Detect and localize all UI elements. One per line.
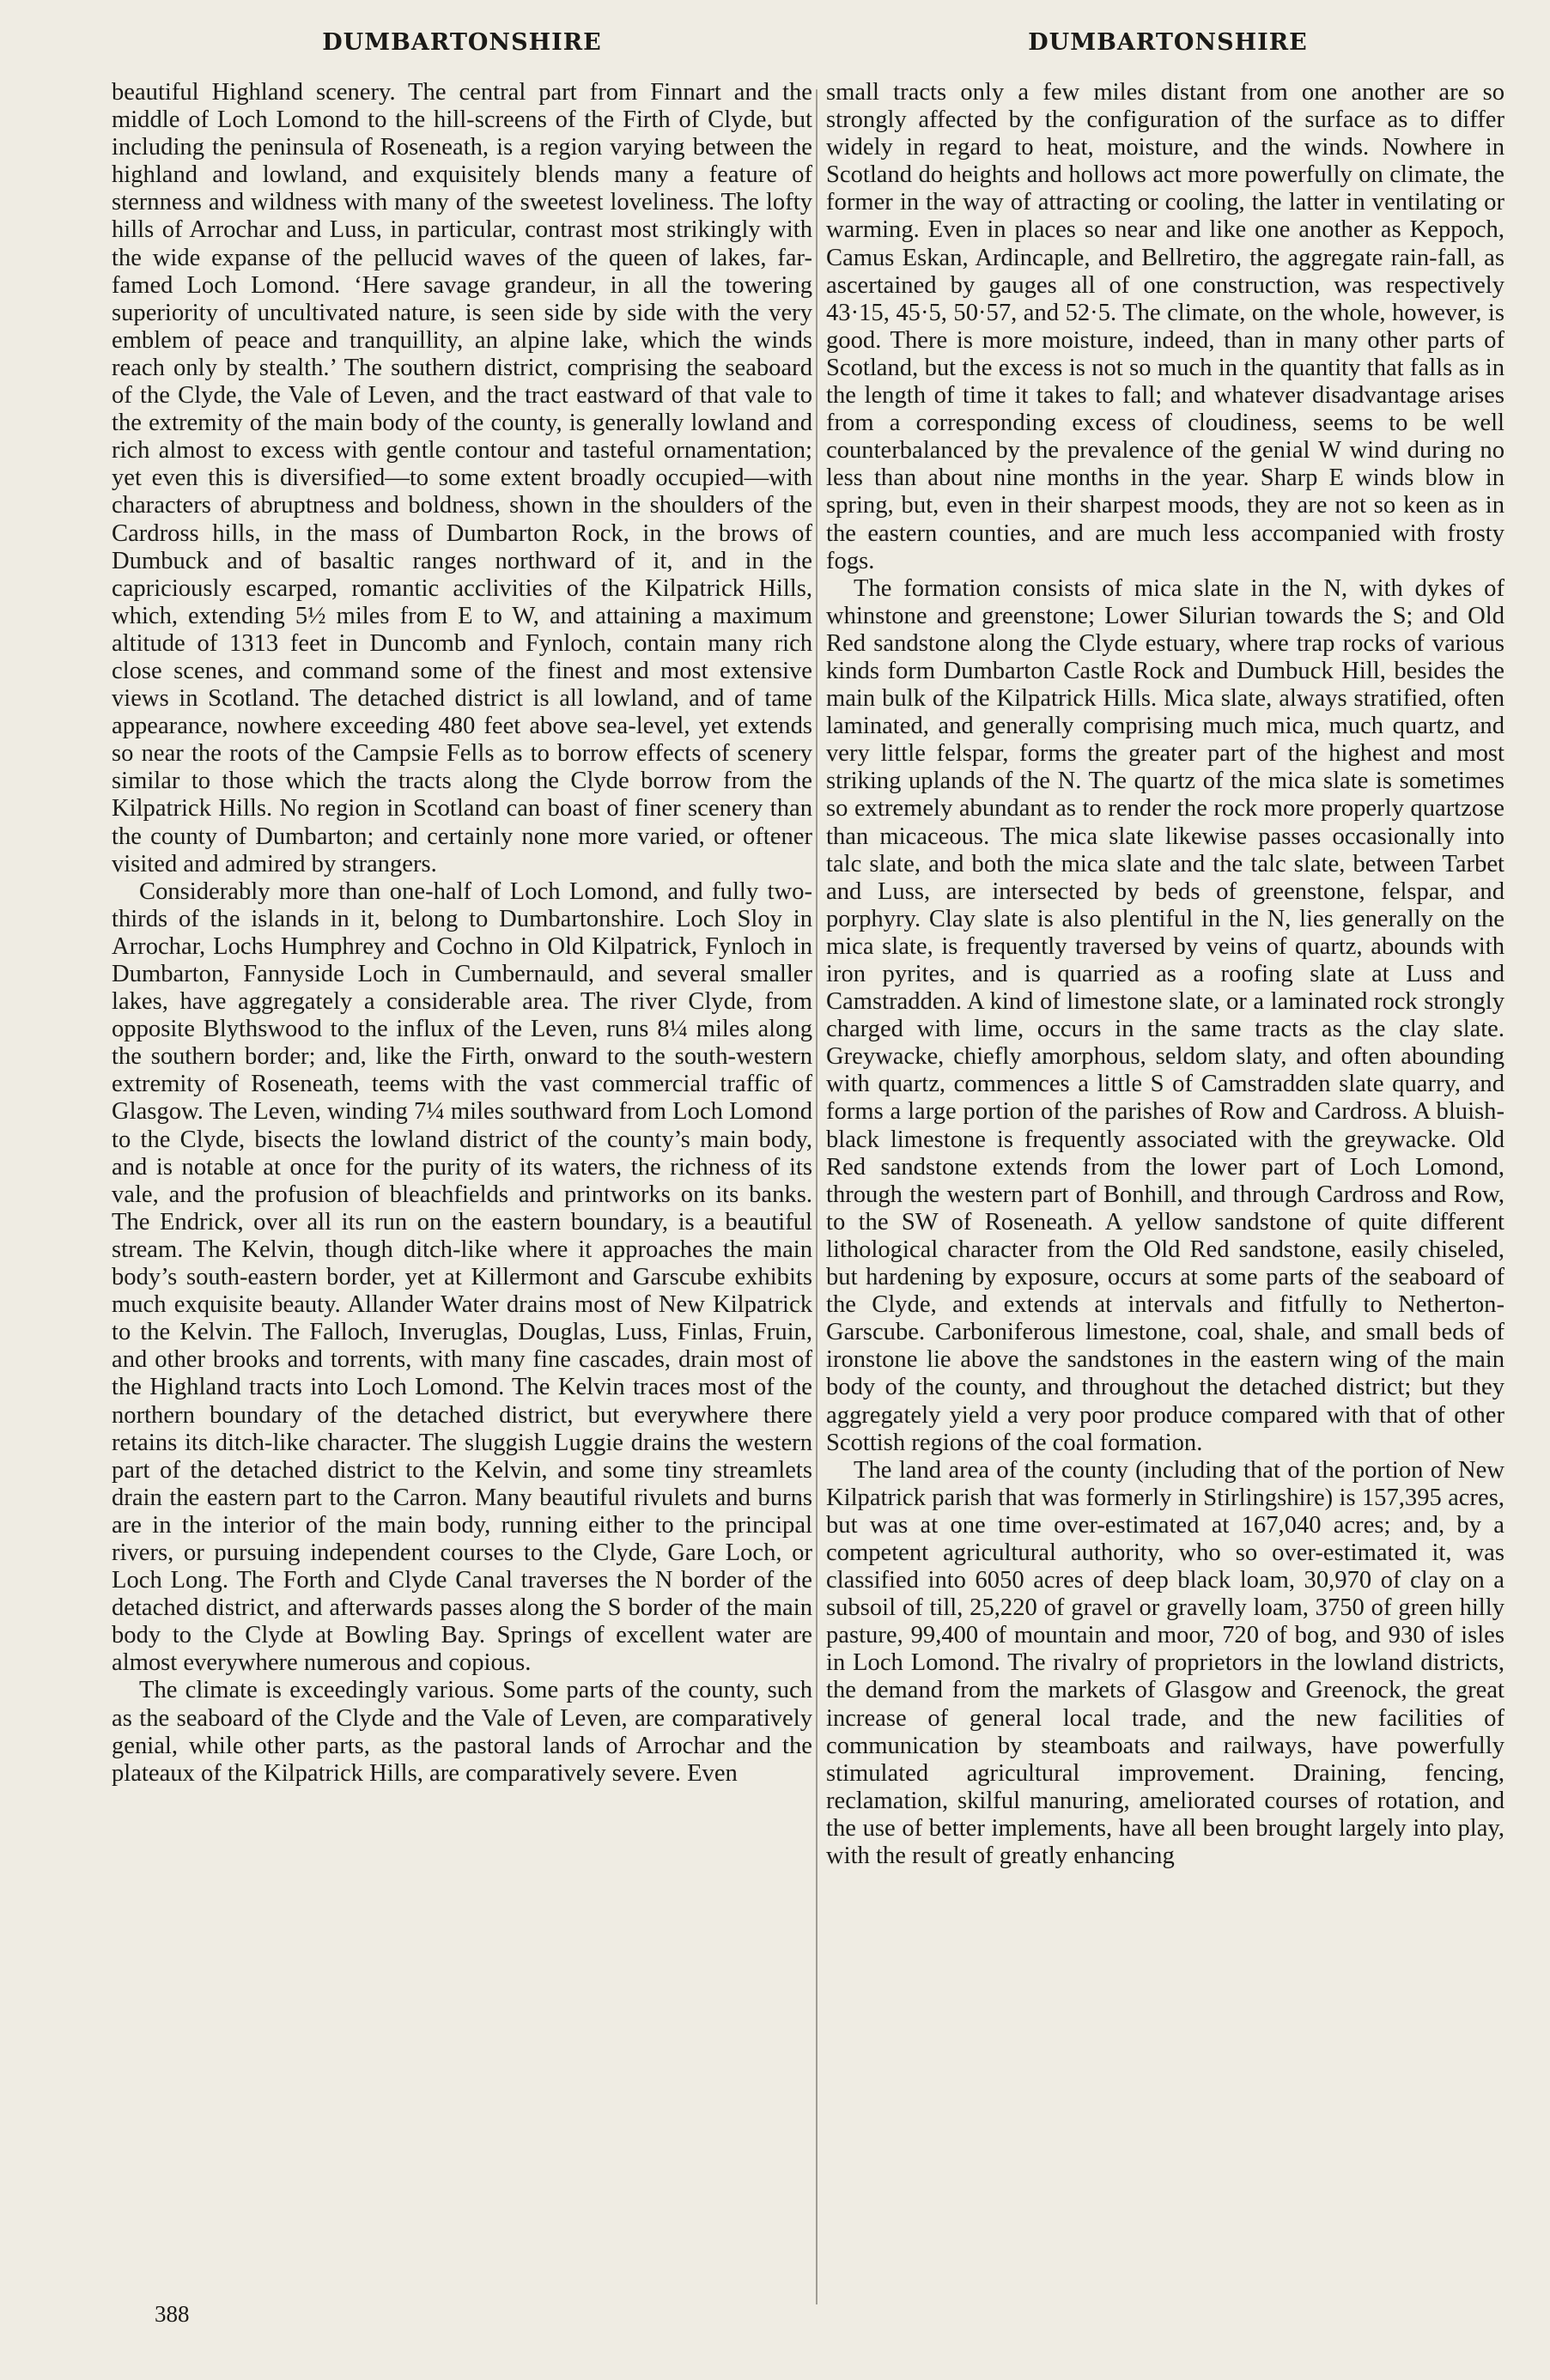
running-head-left: DUMBARTONSHIRE: [322, 29, 602, 56]
page-number: 388: [155, 2301, 190, 2327]
right-column: [826, 79, 1504, 2311]
left-column: [112, 79, 812, 2311]
running-head-right: DUMBARTONSHIRE: [1028, 29, 1308, 56]
column-divider: [816, 89, 818, 2304]
paragraph-geology: The formation consists of mica slate in the N, with dykes of whinstone and greenstone; Lower Silurian towards the S; and Old Red sandstone along the Clyde estuary, where trap rocks of various kinds form Dumbarton Castle Rock and Dumbuck Hill, besides the main bulk of the Kilpatrick Hills. Mica slate, always stratified, often laminated, and generally comprising much mica, much quartz, and very little felspar, forms the greater part of the highest and most striking uplands of the N. The quartz of the mica slate is sometimes so extremely abundant as to render the rock more properly quartzose than micaceous. The mica slate likewise passes occasionally into talc slate, and both the mica slate and the talc slate, between Tarbet and Luss, are intersected by beds of greenstone, felspar, and porphyry. Clay slate is also plentiful in the N, lies generally on the mica slate, is frequently traversed by veins of quartz, abounds with iron pyrites, and is quarried as a roofing slate at Luss and Camstradden. A kind of limestone slate, or a laminated rock strongly charged with lime, occurs in the same tracts as the clay slate. Greywacke, chiefly amorphous, seldom slaty, and often abounding with quartz, commences a little S of Camstradden slate quarry, and forms a large portion of the parishes of Row and Cardross. A bluish-black limestone is frequently associated with the greywacke. Old Red sandstone extends from the lower part of Loch Lomond, through the western part of Bonhill, and through Cardross and Row, to the SW of Roseneath. A yellow sandstone of quite different lithological character from the Old Red sandstone, easily chiseled, but hardening by exposure, occurs at some parts of the seaboard of the Clyde, and extends at intervals and fitfully to Netherton-Garscube. Carboniferous limestone, coal, shale, and small beds of ironstone lie above the sandstones in the eastern wing of the main body of the county, and throughout the detached district; but they aggregately yield a very poor produce compared with that of other Scottish regions of the coal formation.: [826, 574, 1504, 1456]
paragraph-climate-continued: small tracts only a few miles distant from one another are so strongly affected by the configuration of the surface as to differ widely in regard to heat, moisture, and the winds. Nowhere in Scotland do heights and hollows act more powerfully on climate, the former in the way of attracting or cooling, the latter in ventilating or warming. Even in places so near and like one another as Keppoch, Camus Eskan, Ardincaple, and Bellretiro, the aggregate rain-fall, as ascertained by gauges all of one construction, was respectively 43·15, 45·5, 50·57, and 52·5. The climate, on the whole, however, is good. There is more moisture, indeed, than in many other parts of Scotland, but the excess is not so much in the quantity that falls as in the length of time it takes to fall; and whatever disadvantage arises from a corresponding excess of cloudiness, seems to be well counterbalanced by the prevalence of the genial W wind during no less than about nine months in the year. Sharp E winds blow in spring, but, even in their sharpest moods, they are not so keen as in the eastern counties, and are much less accompanied with frosty fogs.: [826, 79, 1504, 574]
paragraph-waters: Considerably more than one-half of Loch Lomond, and fully two-thirds of the islands in it, belong to Dumbartonshire. Loch Sloy in Arrochar, Lochs Humphrey and Cochno in Old Kilpatrick, Fynloch in Dumbarton, Fannyside Loch in Cumbernauld, and several smaller lakes, have aggregately a considerable area. The river Clyde, from opposite Blythswood to the influx of the Leven, runs 8¼ miles along the southern border; and, like the Firth, onward to the south-western extremity of Roseneath, teems with the vast commercial traffic of Glasgow. The Leven, winding 7¼ miles southward from Loch Lomond to the Clyde, bisects the lowland district of the county’s main body, and is notable at once for the purity of its waters, the richness of its vale, and the profusion of bleachfields and printworks on its banks. The Endrick, over all its run on the eastern boundary, is a beautiful stream. The Kelvin, though ditch-like where it approaches the main body’s south-eastern border, yet at Killermont and Garscube exhibits much exquisite beauty. Allander Water drains most of New Kilpatrick to the Kelvin. The Falloch, Inveruglas, Douglas, Luss, Finlas, Fruin, and other brooks and torrents, with many fine cascades, drain most of the Highland tracts into Loch Lomond. The Kelvin traces most of the northern boundary of the detached district, but everywhere there retains its ditch-like character. The sluggish Luggie drains the western part of the detached district to the Kelvin, and some tiny streamlets drain the eastern part to the Carron. Many beautiful rivulets and burns are in the interior of the main body, running either to the principal rivers, or pursuing independent courses to the Clyde, Gare Loch, or Loch Long. The Forth and Clyde Canal traverses the N border of the detached district, and afterwards passes along the S border of the main body to the Clyde at Bowling Bay. Springs of excellent water are almost everywhere numerous and copious.: [112, 877, 812, 1677]
paragraph-scenery: beautiful Highland scenery. The central part from Finnart and the middle of Loch Lomond to the hill-screens of the Firth of Clyde, but including the peninsula of Roseneath, is a region varying between the highland and lowland, and exquisitely blends many a feature of sternness and wildness with many of the sweetest loveliness. The lofty hills of Arrochar and Luss, in particular, contrast most strikingly with the wide expanse of the pellucid waves of the queen of lakes, far-famed Loch Lomond. ‘Here savage grandeur, in all the towering superiority of uncultivated nature, is seen side by side with the very emblem of peace and tranquillity, an alpine lake, which the winds reach only by stealth.’ The southern district, comprising the seaboard of the Clyde, the Vale of Leven, and the tract eastward of that vale to the extremity of the main body of the county, is generally lowland and rich almost to excess with gentle contour and tasteful ornamentation; yet even this is diversified—to some extent broadly occupied—with characters of abruptness and boldness, shown in the shoulders of the Cardross hills, in the mass of Dumbarton Rock, in the brows of Dumbuck and of basaltic ranges northward of it, and in the capriciously escarped, romantic acclivities of the Kilpatrick Hills, which, extending 5½ miles from E to W, and attaining a maximum altitude of 1313 feet in Duncomb and Fynloch, contain many rich close scenes, and command some of the finest and most extensive views in Scotland. The detached district is all lowland, and of tame appearance, nowhere exceeding 480 feet above sea-level, yet extends so near the roots of the Campsie Fells as to borrow effects of scenery similar to those which the tracts along the Clyde borrow from the Kilpatrick Hills. No region in Scotland can boast of finer scenery than the county of Dumbarton; and certainly none more varied, or oftener visited and admired by strangers.: [112, 79, 812, 877]
paragraph-land-area: The land area of the county (including that of the portion of New Kilpatrick parish that was formerly in Stirlingshire) is 157,395 acres, but was at one time over-estimated at 167,040 acres; and, by a competent agricultural authority, who so over-estimated it, was classified into 6050 acres of deep black loam, 30,970 of clay on a subsoil of till, 25,220 of gravel or gravelly loam, 3750 of green hilly pasture, 99,400 of mountain and moor, 720 of bog, and 930 of isles in Loch Lomond. The rivalry of proprietors in the lowland districts, the demand from the markets of Glasgow and Greenock, the great increase of general local trade, and the new facilities of communication by steamboats and railways, have powerfully stimulated agricultural improvement. Draining, fencing, reclamation, skilful manuring, ameliorated courses of rotation, and the use of better implements, have all been brought largely into play, with the result of greatly enhancing: [826, 1456, 1504, 1869]
paragraph-climate: The climate is exceedingly various. Some parts of the county, such as the seaboard of the Clyde and the Vale of Leven, are comparatively genial, while other parts, as the pastoral lands of Arrochar and the plateaux of the Kilpatrick Hills, are comparatively severe. Even: [112, 1677, 812, 1787]
